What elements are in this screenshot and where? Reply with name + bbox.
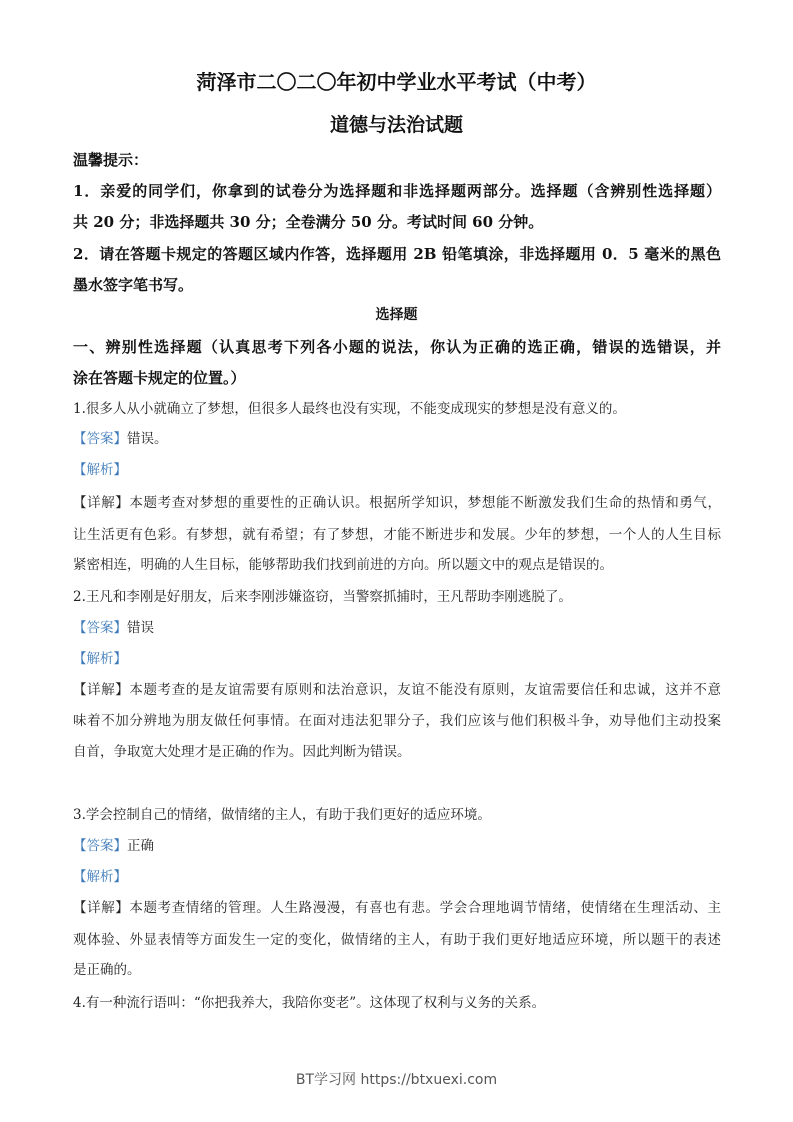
detail-3: 【详解】本题考查情绪的管理。人生路漫漫，有喜也有悲。学会合理地调节情绪，使情绪在生理活动、主 [73, 900, 722, 916]
part-heading: 涂在答题卡规定的位置。） [73, 369, 246, 387]
section-title: 选择题 [375, 307, 418, 323]
document-subtitle: 道德与法治试题 [329, 114, 463, 136]
analysis-label: 【解析】 [73, 869, 127, 885]
analysis-label: 【解析】 [73, 651, 127, 667]
notice-line: 共 20 分；非选择题共 30 分；全卷满分 50 分。考试时间 60 分钟。 [73, 213, 544, 231]
answer-value: 正确 [127, 838, 154, 854]
answer-label: 【答案】 [73, 431, 127, 447]
detail-2: 【详解】本题考查的是友谊需要有原则和法治意识，友谊不能没有原则，友谊需要信任和忠诚，这并不意 [73, 682, 722, 698]
detail-line: 紧密相连，明确的人生目标，能够帮助我们找到前进的方向。所以题文中的观点是错误的。 [73, 557, 613, 573]
answer-3 [73, 836, 721, 856]
detail-label: 【详解】 [73, 495, 130, 511]
detail-1: 【详解】本题考查对梦想的重要性的正确认识。根据所学知识，梦想能不断激发我们生命的热情和勇气， [73, 495, 722, 511]
notice-heading: 温馨提示： [73, 151, 149, 169]
detail-line: 让生活更有色彩。有梦想，就有希望；有了梦想，才能不断进步和发展。少年的梦想，一个人的人生目标 [73, 527, 721, 543]
question-2: 2.王凡和李刚是好朋友，后来李刚涉嫌盗窃，当警察抓捕时，王凡帮助李刚逃脱了。 [73, 589, 572, 605]
document-title: 菏泽市二〇二〇年初中学业水平考试（中考） [196, 70, 597, 94]
detail-label: 【详解】 [73, 682, 130, 698]
detail-line: 自首，争取宽大处理才是正确的作为。因此判断为错误。 [73, 744, 411, 760]
answer-label: 【答案】 [73, 838, 127, 854]
notice-line: 2．请在答题卡规定的答题区域内作答，选择题用 2B 铅笔填涂，非选择题用 0．5 毫米的黑色 [73, 245, 721, 263]
question-1: 1.很多人从小就确立了梦想，但很多人最终也没有实现，不能变成现实的梦想是没有意义的。 [73, 401, 626, 417]
detail-line: 是正确的。 [73, 962, 141, 978]
question-4: 4.有一种流行语叫：“你把我养大，我陪你变老”。这体现了权利与义务的关系。 [73, 995, 546, 1011]
answer-2 [73, 618, 721, 638]
detail-line: 味着不加分辨地为朋友做任何事情。在面对违法犯罪分子，我们应该与他们积极斗争，劝导他们主动投案 [73, 713, 721, 729]
part-heading: 一、辨别性选择题（认真思考下列各小题的说法，你认为正确的选正确，错误的选错误，并 [73, 338, 721, 356]
notice-line: 1．亲爱的同学们，你拿到的试卷分为选择题和非选择题两部分。选择题（含辨别性选择题） [73, 182, 721, 200]
notice-line: 墨水签字笔书写。 [73, 276, 194, 294]
answer-label: 【答案】 [73, 620, 127, 636]
analysis-label: 【解析】 [73, 462, 127, 478]
answer-1 [73, 429, 721, 449]
answer-value: 错误 [127, 620, 154, 636]
footer-watermark: BT学习网 https://btxuexi.com [295, 1072, 498, 1088]
answer-value: 错误。 [127, 431, 168, 447]
detail-line: 观体验、外显表情等方面发生一定的变化，做情绪的主人，有助于我们更好地适应环境，所以题干的表述 [73, 932, 721, 948]
question-3: 3.学会控制自己的情绪，做情绪的主人，有助于我们更好的适应环境。 [73, 807, 491, 823]
detail-label: 【详解】 [73, 900, 130, 916]
